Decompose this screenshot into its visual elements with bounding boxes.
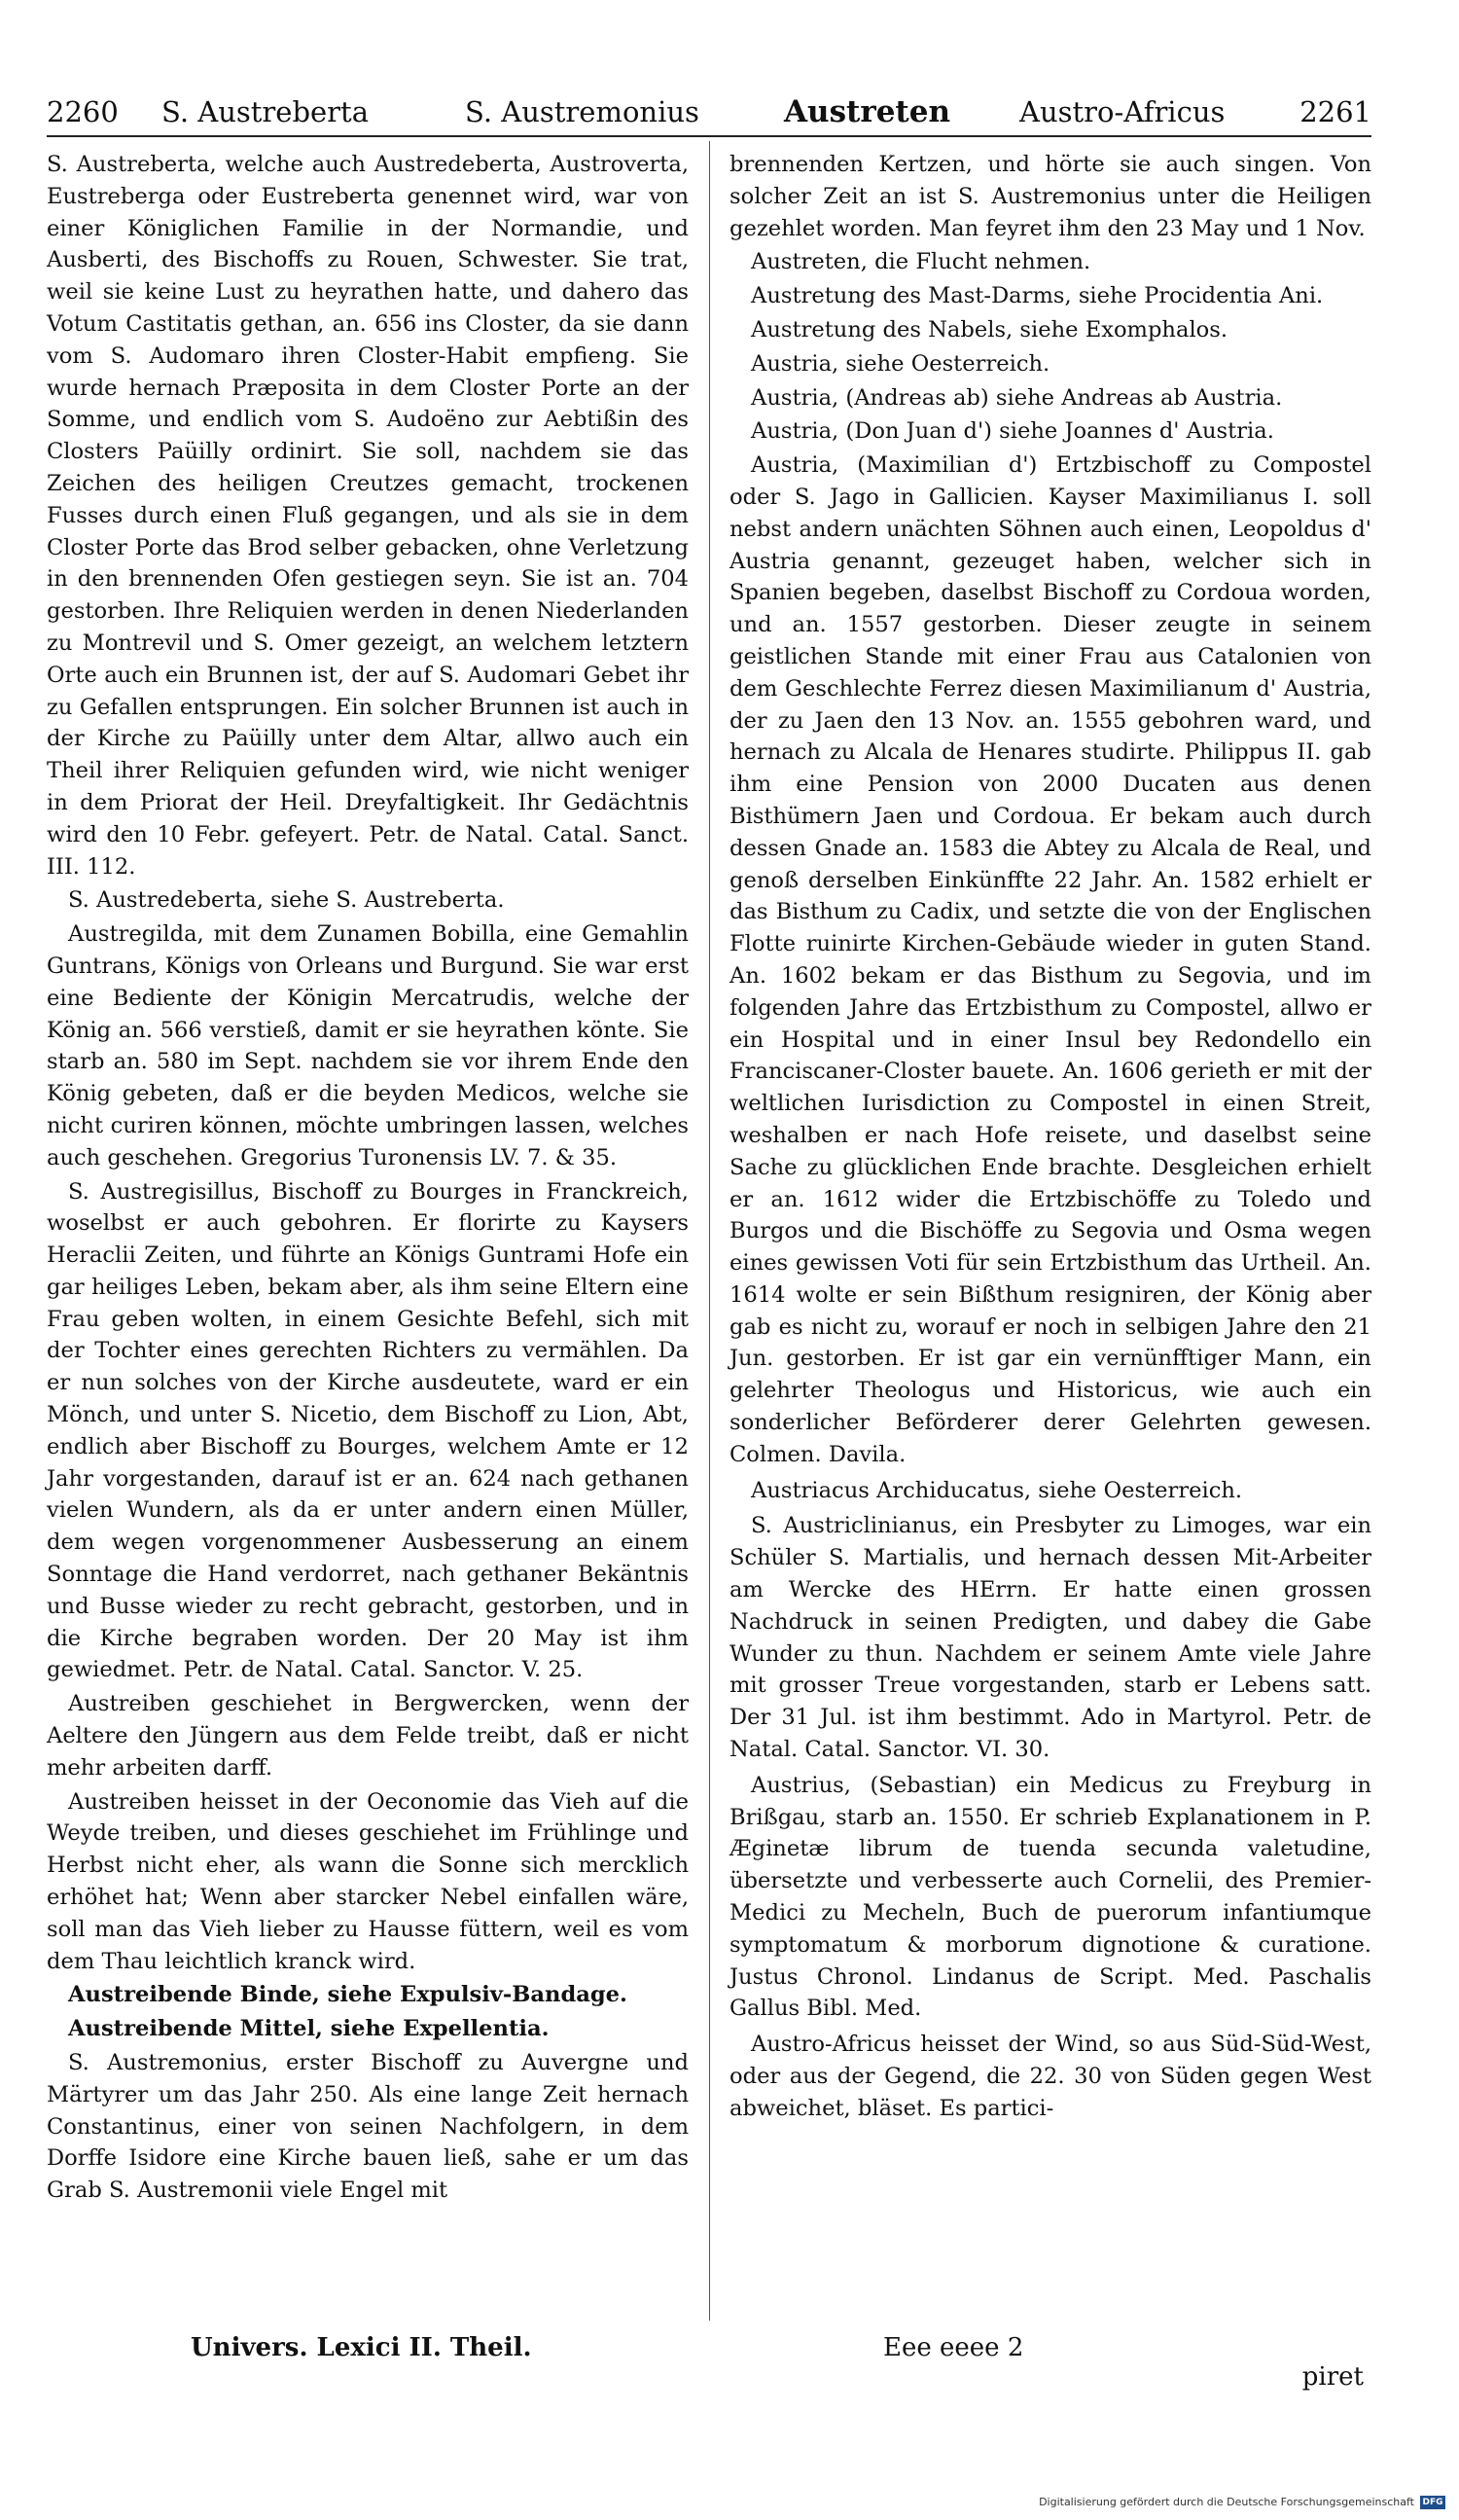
entry-austreberta: S. Austreberta, welche auch Austredeberta, Austroverta, Eustreberga oder Eustreberta genennet wird, war von einer Königlichen Familie in der Normandie, und Ausberti, des Bischoffs zu Rouen, Schwester. Sie trat, weil sie keine Lust zu heyrathen hatte, und dahero das Votum Castitatis gethan, an. 656 ins Closter, da sie dann vom S. Audomaro ihren Closter-Habit empfieng. Sie wurde hernach Præposita in dem Closter Porte an der Somme, und endlich vom S. Audoëno zur Aebtißin des Closters Paüilly ordinirt. Sie soll, nachdem sie das Zeichen des heiligen Creutzes gemacht, trockenen Fusses durch einen Fluß gegangen, und als sie in dem Closter Porte das Brod selber gebacken, ohne Verletzung in den brennenden Ofen gestiegen seyn. Sie ist an. 704 gestorben. Ihre Reliquien werden in denen Niederlanden zu Montrevil und S. Omer gezeigt, an welchem letztern Orte auch ein Brunnen ist, der auf S. Audomari Gebet ihr zu Gefallen entsprungen. Ein solcher Brunnen ist auch in der Kirche zu Paüilly unter dem Altar, allwo auch ein Theil ihrer Reliquien gefunden wird, wie nicht weniger in dem Priorat der Heil. Dreyfaltigkeit. Ihr Gedächtnis wird den 10 Febr. gefeyert. Petr. de Natal. Catal. Sanct. III. 112. — [47, 152, 689, 880]
entry-austria: Austria, siehe Oesterreich. — [751, 350, 1050, 377]
entry-austria-maximilian: Austria, (Maximilian d') Ertzbischoff zu Compostel oder S. Jago in Gallicien. Kayser Maximilianus I. soll nebst andern unächten Söhnen auch einen, Leopoldus d' Austria genannt, gezeuget haben, welcher sich in Spanien begeben, daselbst Bischoff zu Cordoua worden, und an. 1557 gestorben. Dieser zeugte in seinem geistlichen Stande mit einer Frau aus Catalonien von dem Geschlechte Ferrez diesen Maximilianum d' Austria, der zu Jaen den 13 Nov. an. 1555 gebohren ward, und hernach zu Alcala de Henares studirte. Philippus II. gab ihm eine Pension von 2000 Ducaten aus denen Bisthümern Jaen und Cordoua. Er bekam auch durch dessen Gnade an. 1583 die Abtey zu Alcala de Real, und genoß derselben Einkünffte 22 Jahr. An. 1582 erhielt er das Bisthum zu Cadix, und setzte die von der Englischen Flotte ruinirte Kirchen-Gebäude wieder in guten Stand. An. 1602 bekam er das Bisthum zu Segovia, und im folgenden Jahre das Ertzbisthum zu Compostel, allwo er ein Hospital und in einer Insul bey Redondello ein Franciscaner-Closter bauete. An. 1606 gerieth er mit der weltlichen Iurisdiction zu Compostel in einen Streit, weshalben er nach Hofe reisete, und daselbst seine Sache zu glücklichen Ende brachte. Desgleichen erhielt er an. 1612 wider die Ertzbischöffe zu Toledo und Burgos und die Bischöffe zu Segovia und Osma wegen eines gewissen Voti für sein Ertzbisthum das Urtheil. An. 1614 wolte er sein Bißthum resigniren, der König aber gab es nicht zu, worauf er noch in selbigen Jahre den 21 Jun. gestorben. Er ist gar ein vernünfftiger Mann, ein gelehrter Theologus und Historicus, wie auch ein sonderlicher Beförderer derer Gelehrten gewesen. Colmen. Davila. — [730, 452, 1371, 1467]
entry-austremonius: S. Austremonius, erster Bischoff zu Auvergne und Märtyrer um das Jahr 250. Als eine lange Zeit hernach Constantinus, einer von seinen Nachfolgern, in dem Dorffe Isidore eine Kirche bauen ließ, sahe er um das Grab S. Austremonii viele Engel mit — [47, 2050, 689, 2204]
page-number-left: 2260 — [47, 95, 119, 128]
entry-austretung-mast-darms: Austretung des Mast-Darms, siehe Procidentia Ani. — [751, 283, 1324, 309]
entry-austreten: Austreten, die Flucht nehmen. — [751, 249, 1091, 275]
entry-austregilda: Austregilda, mit dem Zunamen Bobilla, eine Gemahlin Guntrans, Königs von Orleans und Burgund. Sie war erst eine Bediente der Königin Mercatrudis, welche der König an. 566 verstieß, damit er sie heyrathen könte. Sie starb an. 580 im Sept. nachdem sie vor ihrem Ende den König gebeten, daß er die beyden Medicos, welche sie nicht curiren können, möchte umbringen lassen, welches auch geschehen. Gregorius Turonensis LV. 7. & 35. — [47, 921, 689, 1170]
page-footer — [47, 2328, 1371, 2392]
right-column — [730, 149, 1371, 2127]
left-column — [47, 149, 689, 2209]
entry-austro-africus: Austro-Africus heisset der Wind, so aus Süd-Süd-West, oder aus der Gegend, die 22. 30 von Süden gegen West abweichet, bläset. Es partici- — [730, 2032, 1371, 2121]
entry-austrius: Austrius, (Sebastian) ein Medicus zu Freyburg in Brißgau, starb an. 1550. Er schrieb Explanationem in P. Æginetæ librum de tuenda secunda valetudine, übersetzte und verbesserte auch Cornelii, des Premier-Medici zu Mecheln, Buch de puerorum infantiumque symptomatum & morborum dignotione & curatione. Justus Chronol. Lindanus de Script. Med. Paschalis Gallus Bibl. Med. — [730, 1772, 1371, 2022]
entry-austreibende-binde: Austreibende Binde, siehe Expulsiv-Bandage. — [68, 1982, 627, 2008]
left-catch-title-1: S. Austreberta — [161, 95, 369, 128]
page-number-right: 2261 — [1299, 95, 1371, 128]
running-header — [47, 92, 1371, 139]
entry-austriacus-archiducatus: Austriacus Archiducatus, siehe Oesterreich. — [751, 1477, 1243, 1503]
credit-text: Digitalisierung gefördert durch die Deutsche Forschungsgemeinschaft — [1039, 2496, 1414, 2508]
entry-austriclinianus: S. Austriclinianus, ein Presbyter zu Limoges, war ein Schüler S. Martialis, und hernach dessen Mit-Arbeiter am Wercke des HErrn. Er hatte einen grossen Nachdruck in seinen Predigten, und dabey die Gabe Wunder zu thun. Nachdem er seinem Amte viele Jahre mit grosser Treue vorgestanden, starb er Lebens satt. Der 31 Jul. ist ihm bestimmt. Ado in Martyrol. Petr. de Natal. Catal. Sanctor. VI. 30. — [730, 1513, 1371, 1763]
entry-austria-andreas: Austria, (Andreas ab) siehe Andreas ab Austria. — [751, 384, 1283, 411]
volume-signature: Univers. Lexici II. Theil. — [191, 2333, 532, 2362]
entry-austregisillus: S. Austregisillus, Bischoff zu Bourges in Franckreich, woselbst er auch gebohren. Er florirte zu Kaysers Heraclii Zeiten, und führte an Königs Guntrami Hofe ein gar heiliges Leben, bekam aber, als ihm seine Eltern eine Frau geben wolten, in einem Gesichte Befehl, sich mit der Tochter eines gerechten Richters zu vermählen. Da er nun solches von der Kirche ausdeutete, ward er ein Mönch, und unter S. Nicetio, dem Bischoff zu Lion, Abt, endlich aber Bischoff zu Bourges, welchem Amte er 12 Jahr vorgestanden, darauf ist er an. 624 nach gethanen vielen Wundern, als da er unter andern einen Müller, dem wegen vorgenommener Ausbesserung an einem Sonntage die Hand verdorret, nach gethaner Bekäntnis und Busse wieder zu recht gebracht, gestorben, und in die Kirche begraben worden. Der 20 May ist ihm gewiedmet. Petr. de Natal. Catal. Sanctor. V. 25. — [47, 1178, 689, 1683]
dfg-logo-icon: DFG — [1420, 2496, 1445, 2509]
right-catch-title-2: Austro-Africus — [1019, 95, 1226, 128]
entry-austretung-nabels: Austretung des Nabels, siehe Exomphalos. — [751, 316, 1228, 342]
entry-austreibende-mittel: Austreibende Mittel, siehe Expellentia. — [68, 2016, 550, 2042]
sheet-signature: Eee eeee 2 — [883, 2333, 1024, 2362]
catchword: piret — [1301, 2362, 1364, 2392]
entry-austredeberta: S. Austredeberta, siehe S. Austreberta. — [68, 887, 505, 914]
right-catch-title-1: Austreten — [784, 94, 950, 129]
entry-austremonius-cont: brennenden Kertzen, und hörte sie auch singen. Von solcher Zeit an ist S. Austremonius unter die Heiligen gezehlet worden. Man feyret ihm den 23 May und 1 Nov. — [730, 152, 1371, 241]
dictionary-page — [47, 92, 1371, 2447]
entry-austria-don-juan: Austria, (Don Juan d') siehe Joannes d' Austria. — [751, 418, 1274, 445]
left-catch-title-2: S. Austremonius — [465, 95, 699, 128]
entry-austreiben-bergwerck: Austreiben geschiehet in Bergwercken, wenn der Aeltere den Jüngern aus dem Felde treibt, daß er nicht mehr arbeiten darff. — [47, 1691, 689, 1781]
header-rule — [47, 135, 1371, 137]
digitization-credit — [1039, 2493, 1445, 2512]
entry-austreiben-oeconomie: Austreiben heisset in der Oeconomie das Vieh auf die Weyde treiben, und dieses geschiehet im Frühlinge und Herbst nicht eher, als wann die Sonne sich mercklich erhöhet hat; Wenn aber starcker Nebel einfallen wäre, soll man das Vieh lieber zu Hausse füttern, weil es vom dem Thau leichtlich kranck wird. — [47, 1788, 689, 1974]
column-divider — [709, 141, 710, 2321]
